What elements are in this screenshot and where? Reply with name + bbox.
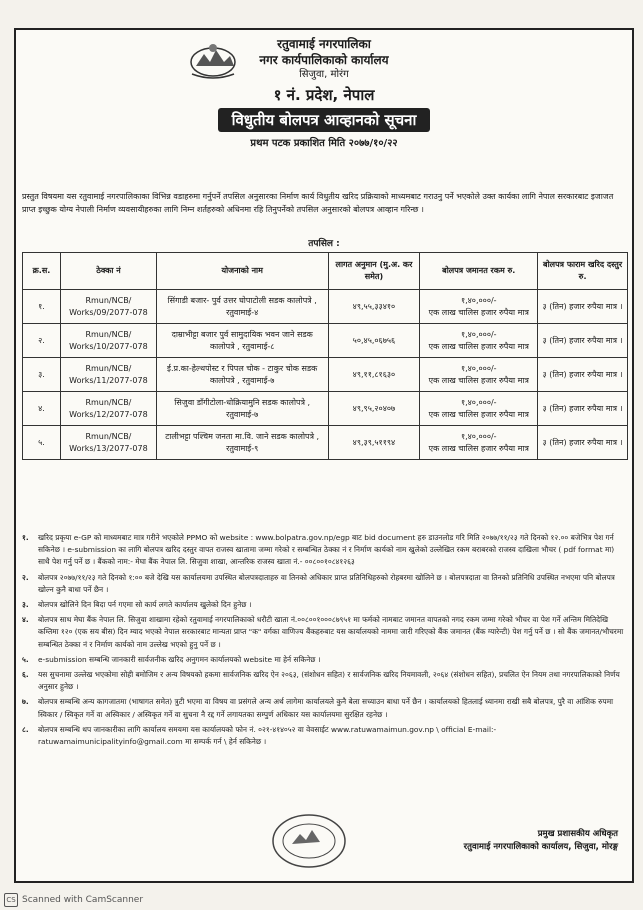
condition-number: ५. xyxy=(22,654,29,664)
header-form-fee: बोलपत्र फाराम खरिद दस्तुर रु. xyxy=(538,253,628,290)
cell-serial: १. xyxy=(23,290,61,324)
header-contract-no: ठेक्का नं xyxy=(60,253,156,290)
security-words: एक लाख चालिस हजार रुपैया मात्र xyxy=(428,341,529,351)
cell-security xyxy=(420,392,538,426)
security-amount: १,४०,०००/- xyxy=(460,431,497,441)
condition-number: १. xyxy=(22,533,29,542)
office-name: नगर कार्यपालिकाको कार्यालय xyxy=(259,53,389,67)
cell-cost: ४९,५५,३३४१० xyxy=(328,290,420,324)
cell-cost: ४९,११,८१६३० xyxy=(328,358,420,392)
cell-fee: ३ (तिन) हजार रुपैया मात्र । xyxy=(538,358,628,392)
office-stamp-icon xyxy=(270,812,348,870)
intro-paragraph: प्रस्तुत विषयमा यस रतुवामाई नगरपालिकाका विभिन्न वडाहरुमा गर्नुपर्ने तपसिल अनुसारका निर्माण कार्य विधुतीय खरिद प्रक्रियाको माध्यमबाट गराउनु पर्ने भएकोले उक्त कार्यका लागि नेपाल सरकारबाट इजाजत प्राप्त इच्छुक योग्य नेपाली निर्माण व्यवसायीहरुका लागि निम्न शर्तहरुको अधिनमा रहि तिनुपर्नेको तपसिल अनुसारको बोलपत्र आव्हान गरिन्छ । xyxy=(22,192,614,214)
cell-contract: Rmun/NCB/ Works/13/2077-078 xyxy=(60,426,156,460)
cell-project: टालीभट्टा पश्चिम जनता मा.वि. जाने सडक कालोपत्रे , रतुवामाई-९ xyxy=(156,426,328,460)
security-amount: १,४०,०००/- xyxy=(460,329,497,339)
cell-cost: ४९,९५,२०४०७ xyxy=(328,392,420,426)
condition-number: ८. xyxy=(22,724,29,734)
condition-number: ४. xyxy=(22,615,29,625)
condition-item xyxy=(22,614,624,651)
signatory-office: रतुवामाई नगरपालिकाको कार्यालय, सिजुवा, मोरङ्ग xyxy=(463,842,618,852)
condition-number: २. xyxy=(22,572,29,582)
condition-item xyxy=(22,572,624,596)
table-row xyxy=(23,324,628,358)
security-amount: १,४०,०००/- xyxy=(460,397,497,407)
security-words: एक लाख चालिस हजार रुपैया मात्र xyxy=(428,443,529,453)
cell-project: दाम्राभीट्टा बजार पुर्व सामुदायिक भवन जाने सडक कालोपत्रे , रतुवामाई-८ xyxy=(156,324,328,358)
cell-project: ई.प्र.का-हेल्थपोस्ट र पिपल चोक - टाकुर चोक सडक कालोपत्रे , रतुवामाई-७ xyxy=(156,358,328,392)
scanner-text: Scanned with CamScanner xyxy=(22,895,144,905)
cell-project: सिंगाडी बजार- पुर्व उत्तर घोपाटोली सडक कालोपत्रे , रतुवामाई-४ xyxy=(156,290,328,324)
cell-security xyxy=(420,426,538,460)
condition-number: ३. xyxy=(22,600,29,610)
cell-contract: Rmun/NCB/ Works/10/2077-078 xyxy=(60,324,156,358)
notice-page xyxy=(14,28,634,883)
cell-serial: ४. xyxy=(23,392,61,426)
table-row xyxy=(23,392,628,426)
security-amount: १,४०,०००/- xyxy=(460,363,497,373)
table-row xyxy=(23,290,628,324)
publish-date: प्रथम पटक प्रकाशित मिति २०७७/१०/२२ xyxy=(250,138,398,149)
cell-fee: ३ (तिन) हजार रुपैया मात्र । xyxy=(538,290,628,324)
condition-number: ६. xyxy=(22,670,29,680)
cell-contract: Rmun/NCB/ Works/09/2077-078 xyxy=(60,290,156,324)
cell-security xyxy=(420,290,538,324)
condition-item xyxy=(22,599,624,611)
cell-serial: ५. xyxy=(23,426,61,460)
condition-text: e-submission सम्बन्धि जानकारी सार्वजनीक खरिद अनुगमन कार्यालयको website मा हेर्न सकिनेछ । xyxy=(38,654,321,664)
condition-text: बोलपत्र खोलिने दिन बिदा पर्न गएमा सो कार्य लगते कार्यालय खुलेको दिन हुनेछ । xyxy=(38,600,252,610)
condition-text: बोलपत्र सम्बन्धि थप जानकारीका लागि कार्यालय समयमा यस कार्यालयको फोन नं. ०२१-४१४०५२ वा वेवसाईट www.ratuwamaimun.gov.np \ official E-mail:- ratuwamaimunicipalityinfo@gmail.com मा सम्पर्क गर्न \ हेर्न सकिनेछ । xyxy=(38,724,497,747)
province-name: १ नं. प्रदेश, नेपाल xyxy=(273,86,375,104)
cell-cost: ४९,३९,५११९४ xyxy=(328,426,420,460)
cell-project: सिजुवा डाँगीटोला-धोक्रियामुनि सडक कालोपत्रे , रतुवामाई-७ xyxy=(156,392,328,426)
table-header-row xyxy=(23,253,628,290)
cell-fee: ३ (तिन) हजार रुपैया मात्र । xyxy=(538,324,628,358)
table-row xyxy=(23,358,628,392)
signatory-title: प्रमुख प्रशासकीय अधिकृत xyxy=(537,829,618,839)
condition-item xyxy=(22,654,624,666)
scanner-watermark xyxy=(4,893,143,907)
signature-block xyxy=(464,828,618,854)
notice-title: विधुतीय बोलपत्र आव्हानको सूचना xyxy=(218,108,431,132)
cell-fee: ३ (तिन) हजार रुपैया मात्र । xyxy=(538,392,628,426)
cell-fee: ३ (तिन) हजार रुपैया मात्र । xyxy=(538,426,628,460)
table-row xyxy=(23,426,628,460)
cell-contract: Rmun/NCB/ Works/11/2077-078 xyxy=(60,358,156,392)
cell-security xyxy=(420,358,538,392)
security-words: एक लाख चालिस हजार रुपैया मात्र xyxy=(428,375,529,385)
table-label: तपसिल : xyxy=(308,239,340,249)
condition-text: खरिद प्रकृया e-GP को माध्यमबाट मात्र गरीने भएकोले PPMO को website : www.bolpatra.gov.np/egp बाट bid document हरु डाउनलोड गरि मिति २०७७/११/२३ गते दिनको १२.०० बजेभित्र पेश गर्न सकिनेछ । e-submission का लागि बोलपत्र खरिद दस्तुर वापत राजस्व खातामा जम्मा गरेको र सम्बन्धित ठेक्का नं र निर्माण कार्यको नाम खुलेको उल्लेखित रकम बराबरको राजस्व दाखिला भौचर ( pdf format मा) साथै पेश गर्नु पर्ने छ । बैंकको नाम:- मेघा बैंक नेपाल लि. सिजुवा शाखा, आन्तरिक राजस्व खाता नं.- ००८००१०८४१२६३ xyxy=(38,533,615,567)
condition-text: बोलपत्र २०७७/११/२३ गते दिनको १:०० बजे देखि यस कार्यालयमा उपस्थित बोलपत्रदाताहरु वा तिनको अधिकार प्राप्त प्रतिनिधिहरुको रोहबरमा खोलिने छ । बोलपत्रदाता वा तिनको प्रतिनिधि उपस्थित नभएमा पनि बोलपत्र खोल्न कुनै बाधा पर्ने छैन । xyxy=(38,572,615,594)
condition-item xyxy=(22,532,624,569)
security-amount: १,४०,०००/- xyxy=(460,295,497,305)
condition-item xyxy=(22,724,624,748)
security-words: एक लाख चालिस हजार रुपैया मात्र xyxy=(428,409,529,419)
header-project-name: योजनाको नाम xyxy=(156,253,328,290)
conditions-list xyxy=(22,532,624,751)
condition-item xyxy=(22,696,624,720)
municipality-name: रतुवामाई नगरपालिका xyxy=(277,37,371,51)
condition-text: बोलपत्र साथ मेघा बैंक नेपाल लि. सिजुवा शाखामा रहेको रतुवामाई नगरपालिकाको धरौटी खाता नं.००८००१०००८७९५१ मा फर्मको नामबाट जमानत वापतको नगद रकम जम्मा गरेको भौचर वा पेश गर्ने अन्तिम मितिदेखि कम्तिमा १२० (एक सय बीस) दिन म्याद भएको नेपाल सरकारबाट मान्यता प्राप्त "क" वर्गका वाणिज्य बैंकहरुबाट यस कार्यालयको नाममा जारी गरिएको बैंक जमानत (बैंक ग्यारेन्टी) पेश गर्नु पर्ने छ । सो बैंक जमानत/भौचरमा सम्बन्धित ठेक्का नं र निर्माण कार्यको नाम उल्लेख भएको हुनु पर्ने छ । xyxy=(38,615,624,649)
condition-number: ७. xyxy=(22,697,29,707)
letterhead xyxy=(16,36,632,149)
cell-cost: ५०,४५,०६७५६ xyxy=(328,324,420,358)
camscanner-logo-icon: CS xyxy=(4,893,18,907)
header-bid-security: बोलपत्र जमानत रकम रु. xyxy=(420,253,538,290)
security-words: एक लाख चालिस हजार रुपैया मात्र xyxy=(428,307,529,317)
cell-security xyxy=(420,324,538,358)
office-location: सिजुवा, मोरंग xyxy=(299,69,349,80)
condition-text: बोलपत्र सम्बन्धि अन्य कागजातमा (भाषागत समेत) त्रुटी भएमा वा विषय वा प्रसंगले अन्य अर्थ लागेमा कार्यालयले कुनै बेला सच्याउन बाधा पर्ने छैन । कार्यालयको हितलाई ध्यानमा राखी सबै बोलपत्र, पुरै वा आंशिक रुपमा स्विकार / स्विकृत गर्ने वा अस्विकार / अस्विकृत गर्ने वा सुचना नै रद्द गर्ने लगायतका सम्पुर्ण अधिकार यस कार्यालयमा सुरक्षित रहनेछ । xyxy=(38,697,614,719)
condition-text: यस सुचनामा उल्लेख भएकोमा सोही बमोजिम र अन्य विषयको हकमा सार्वजनिक खरिद ऐन २०६३, (संशोधन सहित) र सार्वजनिक खरिद नियमावली, २०६४ (संशोधन सहित), प्रचलित ऐन नियम तथा नगरपालिकाको निर्णय अनुसार हुनेछ । xyxy=(38,670,620,692)
cell-serial: ३. xyxy=(23,358,61,392)
header-serial: क्र.स. xyxy=(23,253,61,290)
tender-table xyxy=(22,252,628,460)
cell-serial: २. xyxy=(23,324,61,358)
condition-item xyxy=(22,669,624,693)
cell-contract: Rmun/NCB/ Works/12/2077-078 xyxy=(60,392,156,426)
header-cost-estimate: लागत अनुमान (मु.अ. कर समेत) xyxy=(328,253,420,290)
